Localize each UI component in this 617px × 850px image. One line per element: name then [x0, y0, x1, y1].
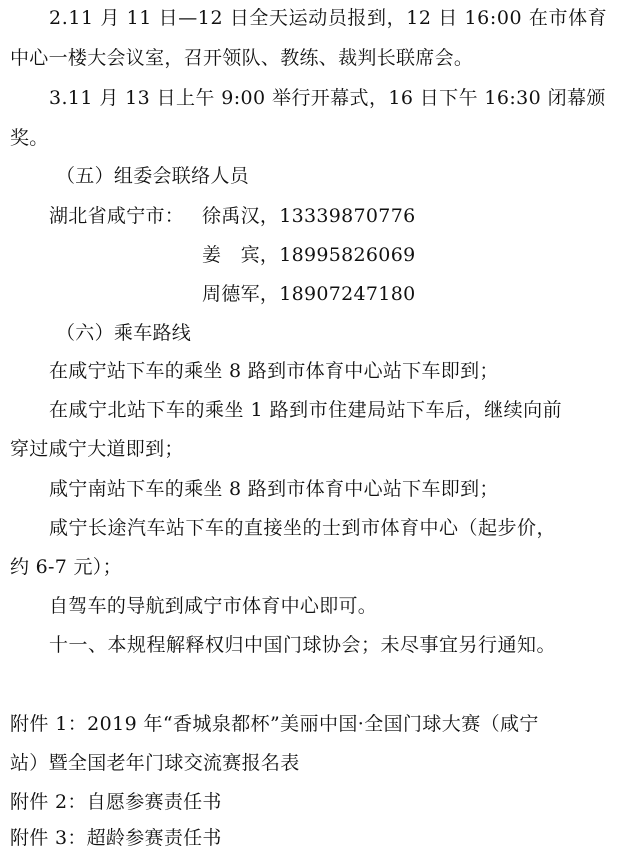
arrival-item2-line2: 中心一楼大会议室，召开领队、教练、裁判长联席会。 — [10, 47, 474, 69]
route-5: 自驾车的导航到咸宁市体育中心即可。 — [49, 595, 378, 617]
attachment-3: 附件 3：超龄参赛责任书 — [10, 827, 222, 849]
route-2-line1: 在咸宁北站下车的乘坐 1 路到市住建局站下车后，继续向前 — [49, 399, 563, 421]
contacts-heading: （五）组委会联络人员 — [56, 165, 250, 187]
attachment-1-line1: 附件 1：2019 年“香城泉都杯”美丽中国·全国门球大赛（咸宁 — [10, 713, 539, 735]
route-1: 在咸宁站下车的乘坐 8 路到市体育中心站下车即到； — [49, 360, 499, 382]
arrival-item3-line1: 3.11 月 13 日上午 9:00 举行开幕式，16 日下午 16:30 闭幕颁 — [49, 87, 606, 109]
attachment-1-line2: 站）暨全国老年门球交流赛报名表 — [10, 752, 300, 774]
contact-person-3: 周德军，18907247180 — [202, 283, 416, 305]
contact-person-1: 徐禹汉，13339870776 — [202, 205, 416, 227]
route-2-line2: 穿过咸宁大道即到； — [10, 438, 184, 460]
contacts-location-label: 湖北省咸宁市： — [49, 205, 185, 227]
routes-heading: （六）乘车路线 — [56, 322, 192, 344]
arrival-item2-line1: 2.11 月 11 日—12 日全天运动员报到，12 日 16:00 在市体育 — [49, 7, 608, 29]
route-3: 咸宁南站下车的乘坐 8 路到市体育中心站下车即到； — [49, 478, 499, 500]
route-4-line2: 约 6-7 元）； — [10, 556, 122, 578]
route-4-line1: 咸宁长途汽车站下车的直接坐的士到市体育中心（起步价， — [49, 517, 557, 539]
arrival-item3-line2: 奖。 — [10, 127, 49, 149]
contact-person-2: 姜 宾，18995826069 — [202, 244, 416, 266]
clause-11: 十一、本规程解释权归中国门球协会；未尽事宜另行通知。 — [49, 634, 557, 656]
attachment-2: 附件 2：自愿参赛责任书 — [10, 791, 222, 813]
